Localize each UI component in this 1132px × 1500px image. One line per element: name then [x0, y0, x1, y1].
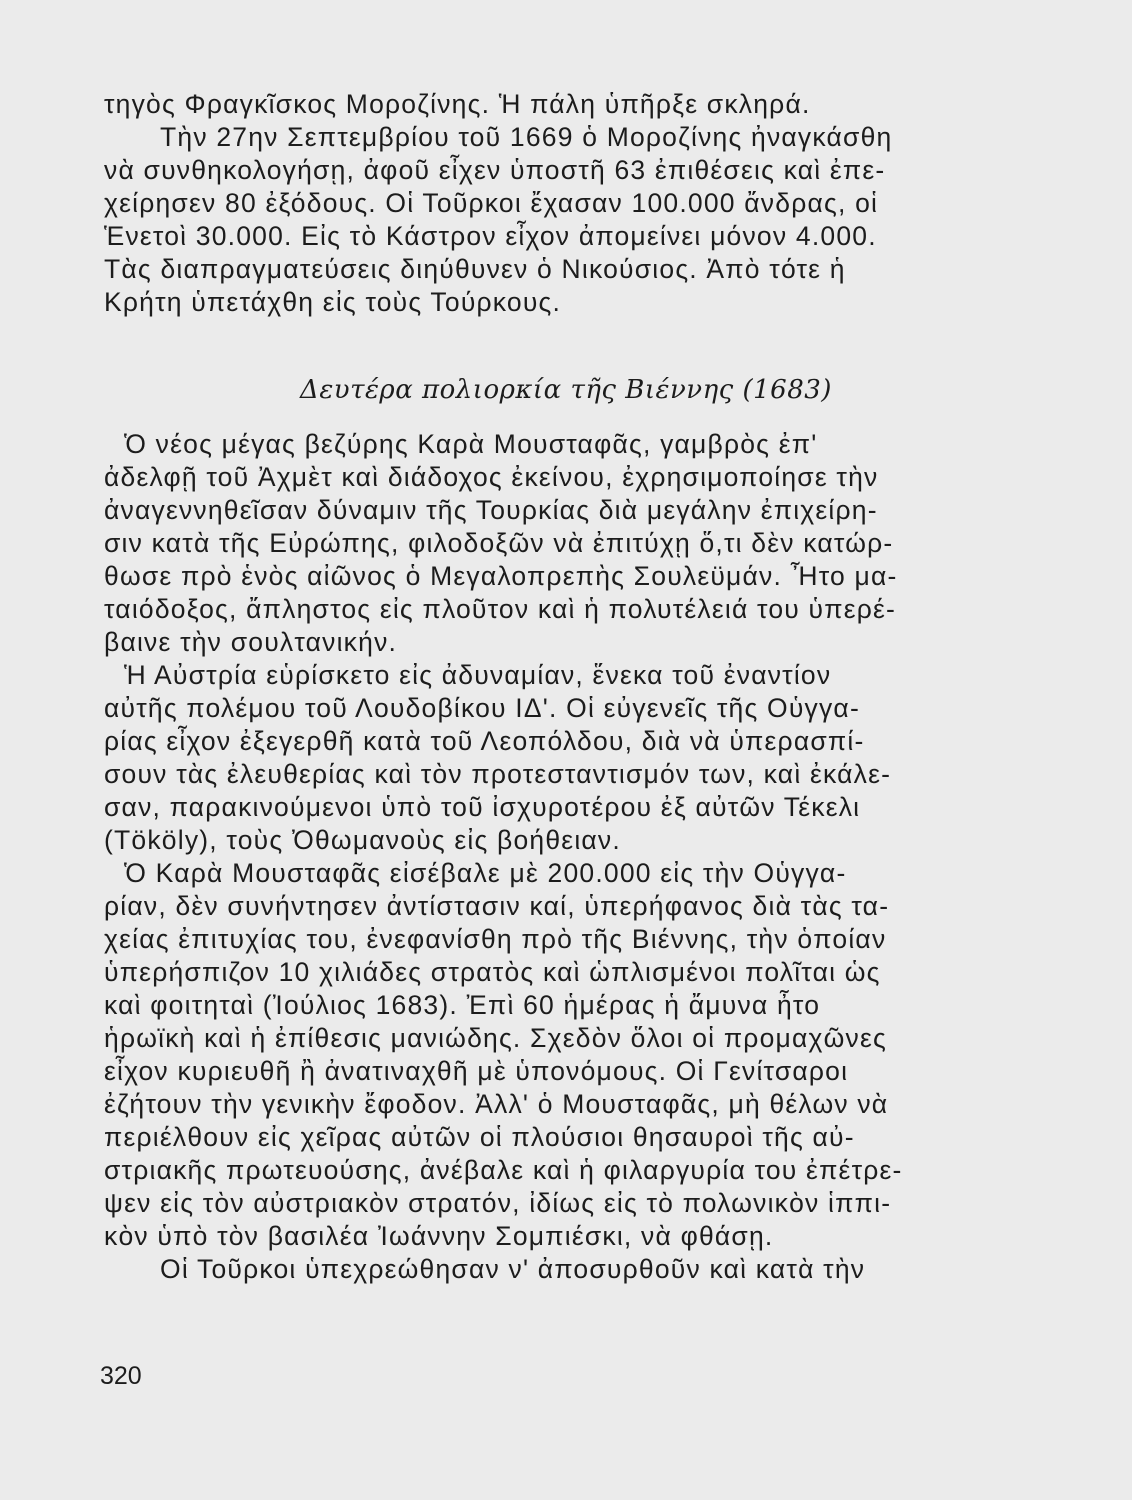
text-line: Ὁ Καρὰ Μουσταφᾶς εἰσέβαλε μὲ 200.000 εἰς τὴν Οὑγγα-: [124, 858, 847, 888]
text-line: σιν κατὰ τῆς Εὐρώπης, φιλοδοξῶν νὰ ἐπιτύχῃ ὅ,τι δὲν κατώρ-: [104, 528, 894, 558]
text-line: χείρησεν 80 ἐξόδους. Οἱ Τοῦρκοι ἔχασαν 100.000 ἄνδρας, οἱ: [104, 188, 879, 218]
text-line: ρίαν, δὲν συνήντησεν ἀντίστασιν καί, ὑπερήφανος διὰ τὰς τα-: [104, 891, 890, 921]
text-line: ὑπερήσπιζον 10 χιλιάδες στρατὸς καὶ ὡπλισμένοι πολῖται ὡς: [104, 957, 881, 987]
text-line: κὸν ὑπὸ τὸν βασιλέα Ἰωάννην Σομπιέσκι, νὰ φθάσῃ.: [104, 1221, 774, 1251]
text-line: Οἱ Τοῦρκοι ὑπεχρεώθησαν ν' ἀποσυρθοῦν καὶ κατὰ τὴν: [160, 1254, 866, 1284]
text-line: νὰ συνθηκολογήσῃ, ἀφοῦ εἶχεν ὑποστῆ 63 ἐπιθέσεις καὶ ἐπε-: [104, 155, 886, 185]
text-line: βαινε τὴν σουλτανικήν.: [104, 627, 398, 657]
text-line: θωσε πρὸ ἑνὸς αἰῶνος ὁ Μεγαλοπρεπὴς Σουλεϋμάν. Ἦτο μα-: [104, 561, 898, 591]
text-line: χείας ἐπιτυχίας του, ἐνεφανίσθη πρὸ τῆς Βιέννης, τὴν ὁποίαν: [104, 924, 887, 954]
text-line: σαν, παρακινούμενοι ὑπὸ τοῦ ἰσχυροτέρου ἐξ αὐτῶν Τέκελι: [104, 792, 861, 822]
section-body: [104, 428, 1028, 1286]
text-line: σουν τὰς ἐλευθερίας καὶ τὸν προτεσταντισμόν των, καὶ ἐκάλε-: [104, 759, 892, 789]
text-line: Τὰς διαπραγματεύσεις διηύθυνεν ὁ Νικούσιος. Ἀπὸ τότε ἡ: [104, 254, 846, 284]
text-line: ταιόδοξος, ἄπληστος εἰς πλοῦτον καὶ ἡ πολυτέλειά του ὑπερέ-: [104, 594, 897, 624]
text-line: ρίας εἶχον ἐξεγερθῆ κατὰ τοῦ Λεοπόλδου, διὰ νὰ ὑπερασπί-: [104, 726, 865, 756]
text-line: ἀδελφῇ τοῦ Ἀχμὲτ καὶ διάδοχος ἐκείνου, ἐχρησιμοποίησε τὴν: [104, 462, 879, 492]
text-line: στριακῆς πρωτευούσης, ἀνέβαλε καὶ ἡ φιλαργυρία του ἐπέτρε-: [104, 1155, 903, 1185]
text-line: καὶ φοιτηταὶ (Ἰούλιος 1683). Ἐπὶ 60 ἡμέρας ἡ ἄμυνα ἦτο: [104, 990, 821, 1020]
text-line: ἐζήτουν τὴν γενικὴν ἔφοδον. Ἀλλ' ὁ Μουσταφᾶς, μὴ θέλων νὰ: [104, 1089, 889, 1119]
page-number: 320: [100, 1362, 142, 1390]
text-line: τηγὸς Φραγκῖσκος Μοροζίνης. Ἡ πάλη ὑπῆρξε σκληρά.: [104, 89, 811, 119]
paragraph-crete-surrender: [104, 88, 1028, 319]
text-line: Κρήτη ὑπετάχθη εἰς τοὺς Τούρκους.: [104, 287, 562, 317]
text-line: εἶχον κυριευθῆ ἢ ἀνατιναχθῆ μὲ ὑπονόμους. Οἱ Γενίτσαροι: [104, 1056, 849, 1086]
text-line: ἡρωϊκὴ καὶ ἡ ἐπίθεσις μανιώδης. Σχεδὸν ὅλοι οἱ προμαχῶνες: [104, 1023, 887, 1053]
text-line: αὐτῆς πολέμου τοῦ Λουδοβίκου ΙΔ'. Οἱ εὐγενεῖς τῆς Οὑγγα-: [104, 693, 860, 723]
text-line: περιέλθουν εἰς χεῖρας αὐτῶν οἱ πλούσιοι θησαυροὶ τῆς αὐ-: [104, 1122, 855, 1152]
text-line: Τὴν 27ην Σεπτεμβρίου τοῦ 1669 ὁ Μοροζίνης ἠναγκάσθη: [160, 122, 893, 152]
text-line: Ἑνετοὶ 30.000. Εἰς τὸ Κάστρον εἶχον ἀπομείνει μόνον 4.000.: [104, 221, 877, 251]
section-heading: Δευτέρα πολιορκία τῆς Βιέννης (1683): [300, 375, 832, 405]
text-line: Ὁ νέος μέγας βεζύρης Καρὰ Μουσταφᾶς, γαμβρὸς ἐπ': [124, 429, 818, 459]
text-line: ψεν εἰς τὸν αὐστριακὸν στρατόν, ἰδίως εἰς τὸ πολωνικὸν ἱππι-: [104, 1188, 892, 1218]
text-line: Ἡ Αὐστρία εὑρίσκετο εἰς ἀδυναμίαν, ἕνεκα τοῦ ἐναντίον: [124, 660, 832, 690]
text-line: (Tököly), τοὺς Ὀθωμανοὺς εἰς βοήθειαν.: [104, 825, 621, 855]
text-line: ἀναγεννηθεῖσαν δύναμιν τῆς Τουρκίας διὰ μεγάλην ἐπιχείρη-: [104, 495, 878, 525]
